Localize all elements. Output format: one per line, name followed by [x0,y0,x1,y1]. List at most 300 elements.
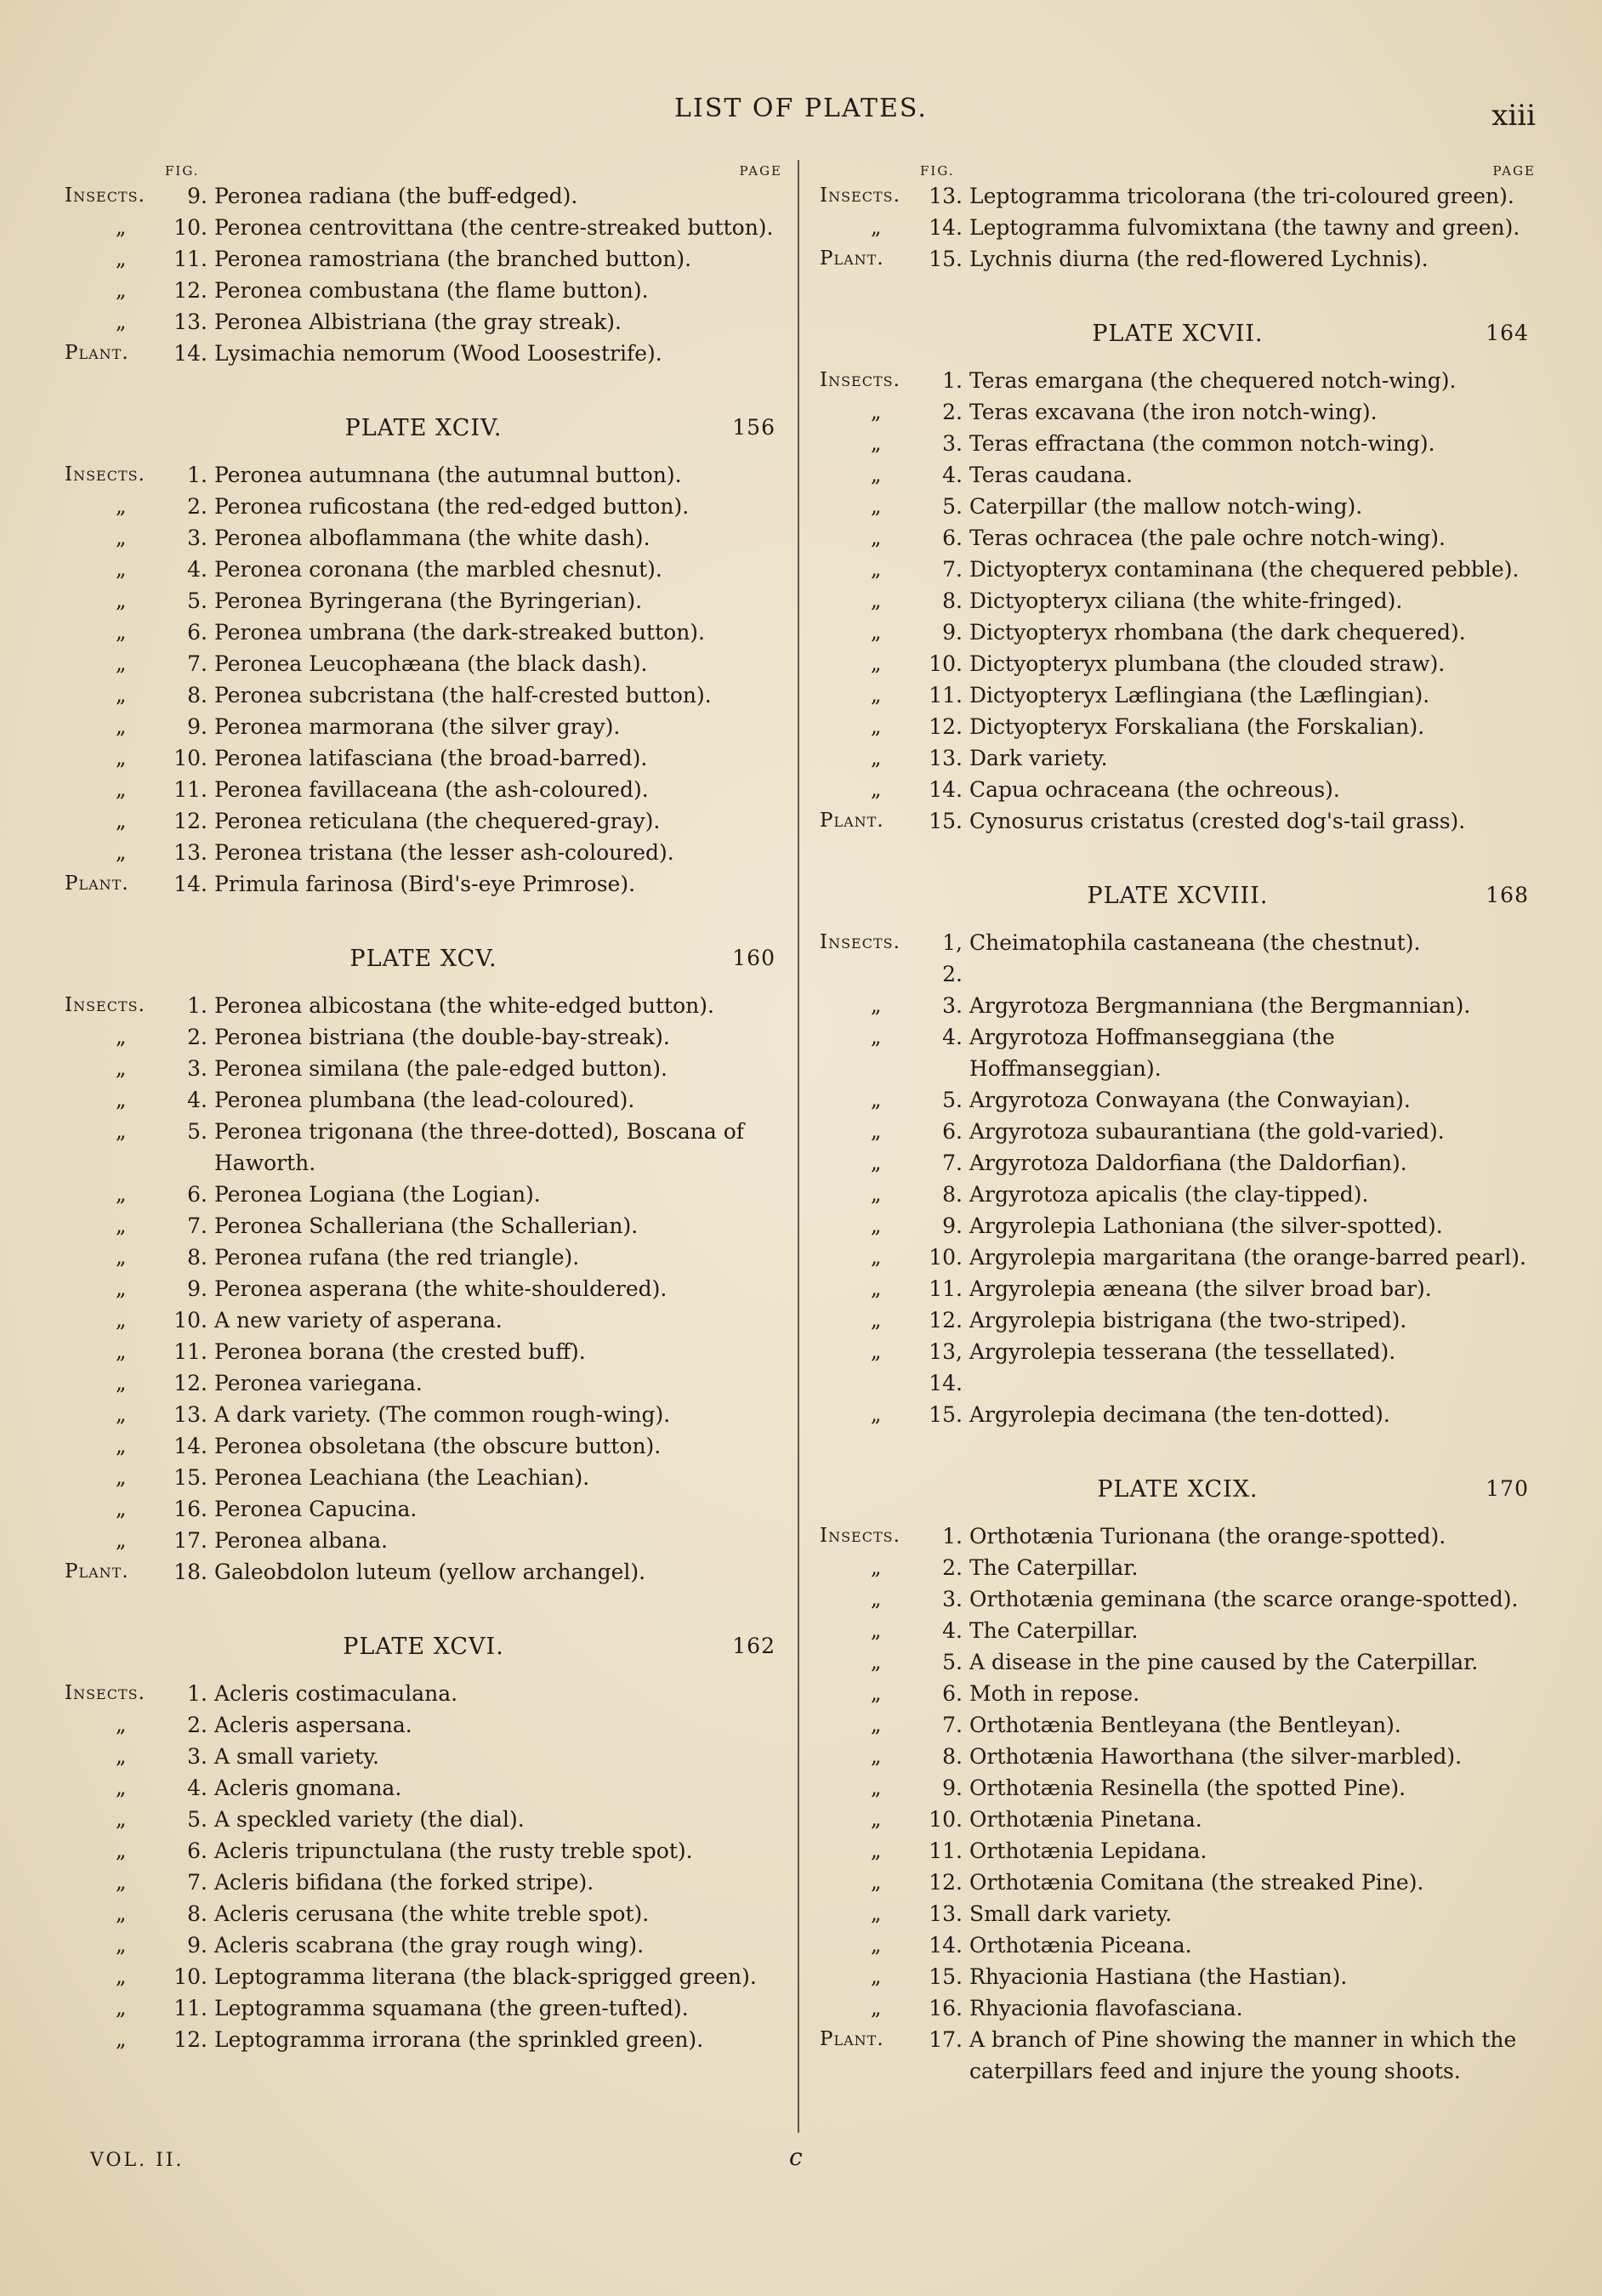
ditto-mark: „ [871,1402,882,1426]
entry-text: Galeobdolon luteum (yellow archangel). [214,1560,646,1584]
figure-number: 8. [187,1245,207,1270]
ditto-mark: „ [871,400,882,423]
page-heading: PAGE [1492,163,1536,179]
figure-number: 12. [173,1371,207,1395]
entry-text: Teras effractana (the common notch-wing). [969,431,1435,456]
entry-text: Peronea ramostriana (the branched button). [214,247,692,271]
plate-entry [65,1210,782,1242]
entry-text: Peronea autumnana (the autumnal button). [214,463,682,487]
figure-number: 4. [942,1618,963,1643]
entry-text: Peronea alboflammana (the white dash). [214,526,650,550]
entry-text: Peronea asperana (the white-shouldered). [214,1276,668,1301]
ditto-mark: „ [116,1402,127,1426]
ditto-mark: „ [871,1587,882,1611]
plate-entry [65,1867,782,1898]
entry-text: Orthotænia Comitana (the streaked Pine). [969,1870,1424,1895]
ditto-mark: „ [116,1933,127,1957]
ditto-mark: „ [871,1308,882,1332]
plate-entry [820,711,1536,742]
ditto-mark: „ [116,1776,127,1799]
column-header [65,162,782,180]
figure-number: 13. [173,1402,207,1427]
entry-text: The Caterpillar. [969,1618,1139,1643]
entry-text: Peronea marmorana (the silver gray). [214,714,621,739]
ditto-mark: „ [871,588,882,612]
plate-heading [65,934,782,981]
ditto-mark: „ [116,1182,127,1206]
figure-number: 10. [173,1964,207,1989]
entry-text: A speckled variety (the dial). [214,1807,525,1832]
entry-text: Acleris costimaculana. [214,1681,458,1706]
plate-entry [65,306,782,338]
figure-number: 13, 14. [929,1339,963,1395]
ditto-mark: „ [871,1618,882,1642]
entry-text: Teras excavana (the iron notch-wing). [969,400,1378,424]
figure-number: 2. [942,1555,963,1580]
plate-entry [820,1210,1536,1242]
plate-entry [65,1804,782,1835]
entry-text: Argyrotoza subaurantiana (the gold-varied). [969,1119,1445,1144]
ditto-mark: „ [871,1776,882,1799]
ditto-mark: „ [116,1713,127,1736]
entry-text: Dictyopteryx contaminana (the chequered pebble). [969,557,1520,582]
ditto-mark: „ [871,494,882,518]
entry-text: Teras ochracea (the pale ochre notch-wing). [969,526,1446,550]
ditto-mark: „ [871,746,882,770]
ditto-mark: „ [871,1088,882,1111]
figure-number: 13. [173,840,207,865]
fig-heading: FIG. [920,163,955,179]
plate-entry [820,585,1536,617]
figure-number: 10. [173,1308,207,1333]
plate-page-number: 160 [732,946,775,970]
plate-entry [65,1430,782,1462]
plate-title: PLATE XCIX. [1097,1476,1258,1503]
ditto-mark: „ [871,1213,882,1237]
plate-entry [820,522,1536,554]
ditto-mark: „ [116,2027,127,2051]
plate-entry [820,2024,1536,2087]
ditto-mark: „ [871,557,882,581]
plate-entry [65,1898,782,1929]
figure-number: 8. [942,588,963,613]
plate-entry [820,990,1536,1021]
entry-text: Dictyopteryx plumbana (the clouded straw). [969,651,1446,676]
category-label: Plant. [65,872,129,895]
figure-number: 5. [942,494,963,519]
figure-number: 10. [929,1245,963,1270]
figure-number: 7. [942,1151,963,1175]
figure-number: 5. [187,588,207,613]
column-header [820,162,1536,180]
plate-heading [820,871,1536,918]
entry-text: Peronea similana (the pale-edged button). [214,1056,668,1081]
figure-number: 3. [942,431,963,456]
figure-number: 1. [942,368,963,393]
plate-entry [65,1116,782,1179]
entry-text: Orthotænia geminana (the scarce orange-spotted). [969,1587,1519,1611]
ditto-mark: „ [116,1025,127,1049]
plate-title: PLATE XCIV. [344,415,503,441]
plate-entry [65,1772,782,1804]
page-title: LIST OF PLATES. [674,94,928,123]
ditto-mark: „ [116,1245,127,1269]
figure-number: 2. [942,400,963,424]
plate-entry [65,1992,782,2024]
figure-number: 10. [929,651,963,676]
ditto-mark: „ [871,1182,882,1206]
figure-number: 16. [929,1996,963,2020]
entry-text: Peronea Logiana (the Logian). [214,1182,541,1207]
ditto-mark: „ [116,840,127,864]
plate-entry [820,1520,1536,1552]
figure-number: 10. [173,746,207,770]
entry-text: Peronea variegana. [214,1371,423,1395]
figure-number: 14. [173,1434,207,1458]
figure-number: 6. [187,1839,207,1863]
plate-entry [820,1147,1536,1179]
category-label: Insects. [65,463,145,486]
entry-text: Acleris tripunctulana (the rusty treble spot). [214,1839,693,1863]
plate-entry [820,1336,1536,1399]
entry-text: Dark variety. [969,746,1108,770]
figure-number: 4. [942,1025,963,1049]
plate-entry [65,554,782,585]
entry-text: Acleris cerusana (the white treble spot). [214,1901,650,1926]
figure-number: 8. [187,1901,207,1926]
figure-number: 9. [942,1213,963,1238]
entry-text: Leptogramma fulvomixtana (the tawny and green). [969,215,1520,240]
entry-text: Peronea umbrana (the dark-streaked button). [214,620,705,645]
ditto-mark: „ [116,1807,127,1831]
plate-entry [820,1772,1536,1804]
plate-entry [65,1678,782,1709]
plate-entry [65,1556,782,1588]
ditto-mark: „ [871,1744,882,1768]
ditto-mark: „ [871,1681,882,1705]
figure-number: 11. [173,1996,207,2020]
plate-page-number: 162 [732,1634,775,1658]
ditto-mark: „ [871,1276,882,1300]
ditto-mark: „ [871,1807,882,1831]
figure-number: 5. [942,1088,963,1112]
figure-number: 5. [942,1650,963,1674]
ditto-mark: „ [871,651,882,675]
plate-entry [820,554,1536,585]
entry-text: Orthotænia Bentleyana (the Bentleyan). [969,1713,1401,1737]
entry-text: Peronea radiana (the buff-edged). [214,184,578,208]
ditto-mark: „ [871,1151,882,1174]
figure-number: 3. [187,1744,207,1769]
figure-number: 4. [942,463,963,487]
ditto-mark: „ [871,1839,882,1862]
entry-text: Acleris gnomana. [214,1776,402,1800]
figure-number: 8. [187,683,207,708]
ditto-mark: „ [116,1088,127,1111]
ditto-mark: „ [116,1744,127,1768]
figure-number: 14. [173,872,207,896]
plate-entry [65,1835,782,1867]
entry-text: Peronea albicostana (the white-edged button). [214,993,714,1018]
figure-number: 14. [173,341,207,366]
plate-entry [65,1929,782,1961]
figure-number: 12. [173,278,207,303]
figure-number: 7. [942,1713,963,1737]
entry-text: Argyrolepia æneana (the silver broad bar). [969,1276,1432,1301]
plate-title: PLATE XCVIII. [1087,883,1269,909]
ditto-mark: „ [116,777,127,801]
figure-number: 6. [187,620,207,645]
entry-text: Peronea favillaceana (the ash-coloured). [214,777,649,802]
plate-entry [65,1021,782,1053]
plate-entry [820,1646,1536,1678]
figure-number: 7. [187,1870,207,1895]
entry-text: Cynosurus cristatus (crested dog's-tail grass). [969,809,1466,833]
ditto-mark: „ [871,431,882,455]
plate-entry [820,1709,1536,1741]
entry-text: Peronea Byringerana (the Byringerian). [214,588,643,613]
figure-number: 13. [929,746,963,770]
entry-text: Rhyacionia Hastiana (the Hastian). [969,1964,1348,1989]
plate-entry [65,1961,782,1992]
figure-number: 2. [187,494,207,519]
entry-text: Peronea subcristana (the half-crested button). [214,683,712,708]
plate-entry [65,1525,782,1556]
ditto-mark: „ [116,247,127,270]
entry-text: Peronea Albistriana (the gray streak). [214,310,622,334]
page-number: xiii [1491,99,1536,133]
entry-text: A small variety. [214,1744,379,1769]
entry-text: Cheimatophila castaneana (the chestnut). [969,930,1421,955]
plate-entry [65,212,782,243]
entry-text: Argyrolepia decimana (the ten-dotted). [969,1402,1390,1427]
plate-entry [820,1615,1536,1646]
figure-number: 15. [929,1402,963,1427]
ditto-mark: „ [116,1839,127,1862]
entry-text: Orthotænia Haworthana (the silver-marbled). [969,1744,1463,1769]
plate-heading [820,309,1536,356]
ditto-mark: „ [871,993,882,1017]
entry-text: Acleris scabrana (the gray rough wing). [214,1933,645,1958]
ditto-mark: „ [116,1870,127,1894]
plate-entry [65,243,782,275]
plate-entry [820,1867,1536,1898]
plate-entry [820,1961,1536,1992]
plate-entry [65,679,782,711]
plate-entry [820,1304,1536,1336]
figure-number: 15. [929,247,963,271]
ditto-mark: „ [116,215,127,239]
ditto-mark: „ [116,557,127,581]
plate-entry [820,805,1536,837]
figure-number: 12. [929,1308,963,1333]
plate-entry [820,1273,1536,1304]
ditto-mark: „ [871,1245,882,1269]
entry-text: Orthotænia Resinella (the spotted Pine). [969,1776,1406,1800]
figure-number: 2. [187,1713,207,1737]
entry-text: Argyrotoza Hoffmanseggiana (the Hoffmanseggian). [969,1025,1335,1081]
category-label: Plant. [820,810,884,832]
entry-text: Lychnis diurna (the red-flowered Lychnis). [969,247,1429,271]
plate-entry [820,365,1536,396]
figure-number: 4. [187,1088,207,1112]
plate-heading [820,1464,1536,1512]
entry-text: Argyrolepia margaritana (the orange-barred pearl). [969,1245,1526,1270]
figure-number: 9. [942,1776,963,1800]
entry-text: Peronea bistriana (the double-bay-streak). [214,1025,670,1049]
figure-number: 7. [187,1213,207,1238]
plate-entry [820,428,1536,459]
plate-entry [820,1898,1536,1929]
ditto-mark: „ [116,1276,127,1300]
figure-number: 2. [187,1025,207,1049]
plate-entry [65,617,782,648]
entry-text: Orthotænia Lepidana. [969,1839,1207,1863]
ditto-mark: „ [116,1308,127,1332]
ditto-mark: „ [116,1497,127,1520]
ditto-mark: „ [116,620,127,644]
figure-number: 15. [929,809,963,833]
left-column [65,162,782,2055]
entry-text: Argyrotoza Conwayana (the Conwayian). [969,1088,1411,1112]
figure-number: 17. [173,1528,207,1553]
figure-number: 12. [173,809,207,833]
entry-text: Small dark variety. [969,1901,1173,1926]
ditto-mark: „ [871,526,882,549]
plate-entry [65,711,782,742]
figure-number: 11. [929,1839,963,1863]
category-label: Insects. [820,185,900,207]
figure-number: 18. [173,1560,207,1584]
entry-text: Argyrotoza Daldorfiana (the Daldorfian). [969,1151,1407,1175]
entry-text: A new variety of asperana. [214,1308,503,1333]
ditto-mark: „ [871,1996,882,2020]
category-label: Insects. [820,1525,900,1547]
plate-entry [65,742,782,774]
figure-number: 9. [187,714,207,739]
ditto-mark: „ [116,494,127,518]
figure-number: 10. [173,215,207,240]
ditto-mark: „ [116,1996,127,2020]
volume-label: VOL. II. [90,2150,185,2171]
figure-number: 9. [187,184,207,208]
plate-entry [820,396,1536,428]
plate-entry [820,1992,1536,2024]
ditto-mark: „ [116,1964,127,1988]
ditto-mark: „ [871,1025,882,1049]
ditto-mark: „ [871,1339,882,1363]
entry-text: Peronea plumbana (the lead-coloured). [214,1088,635,1112]
fig-heading: FIG. [165,163,200,179]
plate-entry [820,243,1536,275]
figure-number: 10. [929,1807,963,1832]
ditto-mark: „ [871,1650,882,1674]
entry-text: Peronea trigonana (the three-dotted), Boscana of Haworth. [214,1119,745,1175]
figure-number: 5. [187,1807,207,1832]
entry-text: Acleris aspersana. [214,1713,412,1737]
ditto-mark: „ [116,526,127,549]
figure-number: 14. [929,1933,963,1958]
plate-entry [65,648,782,679]
figure-number: 8. [942,1182,963,1207]
plate-entry [820,1399,1536,1430]
plate-entry [820,927,1536,990]
entry-text: Leptogramma literana (the black-sprigged green). [214,1964,757,1989]
entry-text: Peronea Schalleriana (the Schallerian). [214,1213,639,1238]
category-label: Plant. [65,342,129,364]
entry-text: Argyrotoza Bergmanniana (the Bergmannian). [969,993,1471,1018]
entry-text: Peronea obsoletana (the obscure button). [214,1434,662,1458]
plate-entry [820,1678,1536,1709]
ditto-mark: „ [116,1339,127,1363]
figure-number: 1, 2. [942,930,963,986]
figure-number: 15. [929,1964,963,1989]
figure-number: 9. [942,620,963,645]
entry-text: Peronea reticulana (the chequered-gray). [214,809,661,833]
plate-entry [65,1179,782,1210]
figure-number: 11. [929,683,963,708]
entry-text: Peronea Leachiana (the Leachian). [214,1465,590,1490]
figure-number: 6. [942,1119,963,1144]
figure-number: 7. [187,651,207,676]
plate-entry [820,1583,1536,1615]
entry-text: Peronea centrovittana (the centre-streaked button). [214,215,774,240]
plate-entry [820,742,1536,774]
plate-entry [820,1179,1536,1210]
ditto-mark: „ [116,1119,127,1143]
figure-number: 13. [929,1901,963,1926]
figure-number: 13. [929,184,963,208]
figure-number: 9. [187,1276,207,1301]
category-label: Plant. [820,247,884,270]
ditto-mark: „ [871,1870,882,1894]
entry-text: Capua ochraceana (the ochreous). [969,777,1340,802]
category-label: Plant. [65,1560,129,1583]
entry-text: Peronea latifasciana (the broad-barred). [214,746,648,770]
plate-entry [820,491,1536,522]
plate-page-number: 164 [1486,321,1529,345]
ditto-mark: „ [116,1901,127,1925]
plate-entry [820,1552,1536,1583]
figure-number: 6. [187,1182,207,1207]
ditto-mark: „ [116,683,127,707]
figure-number: 8. [942,1744,963,1769]
figure-number: 1. [187,1681,207,1706]
figure-number: 3. [187,1056,207,1081]
plate-entry [65,522,782,554]
ditto-mark: „ [116,1056,127,1080]
ditto-mark: „ [116,1528,127,1552]
ditto-mark: „ [116,714,127,738]
entry-text: Leptogramma irrorana (the sprinkled green). [214,2027,704,2052]
ditto-mark: „ [116,1213,127,1237]
entry-text: Leptogramma tricolorana (the tri-coloured green). [969,184,1514,208]
ditto-mark: „ [871,1901,882,1925]
figure-number: 11. [929,1276,963,1301]
figure-number: 6. [942,526,963,550]
entry-text: Argyrolepia Lathoniana (the silver-spotted). [969,1213,1443,1238]
entry-text: Peronea Leucophæana (the black dash). [214,651,648,676]
plate-entry [820,1242,1536,1273]
plate-entry [65,1336,782,1367]
entry-text: Peronea tristana (the lesser ash-coloured). [214,840,674,865]
figure-number: 3. [942,993,963,1018]
figure-number: 1. [187,993,207,1018]
plate-entry [65,459,782,491]
column-divider [798,160,799,2133]
figure-number: 12. [173,2027,207,2052]
entry-text: A dark variety. (The common rough-wing). [214,1402,671,1427]
